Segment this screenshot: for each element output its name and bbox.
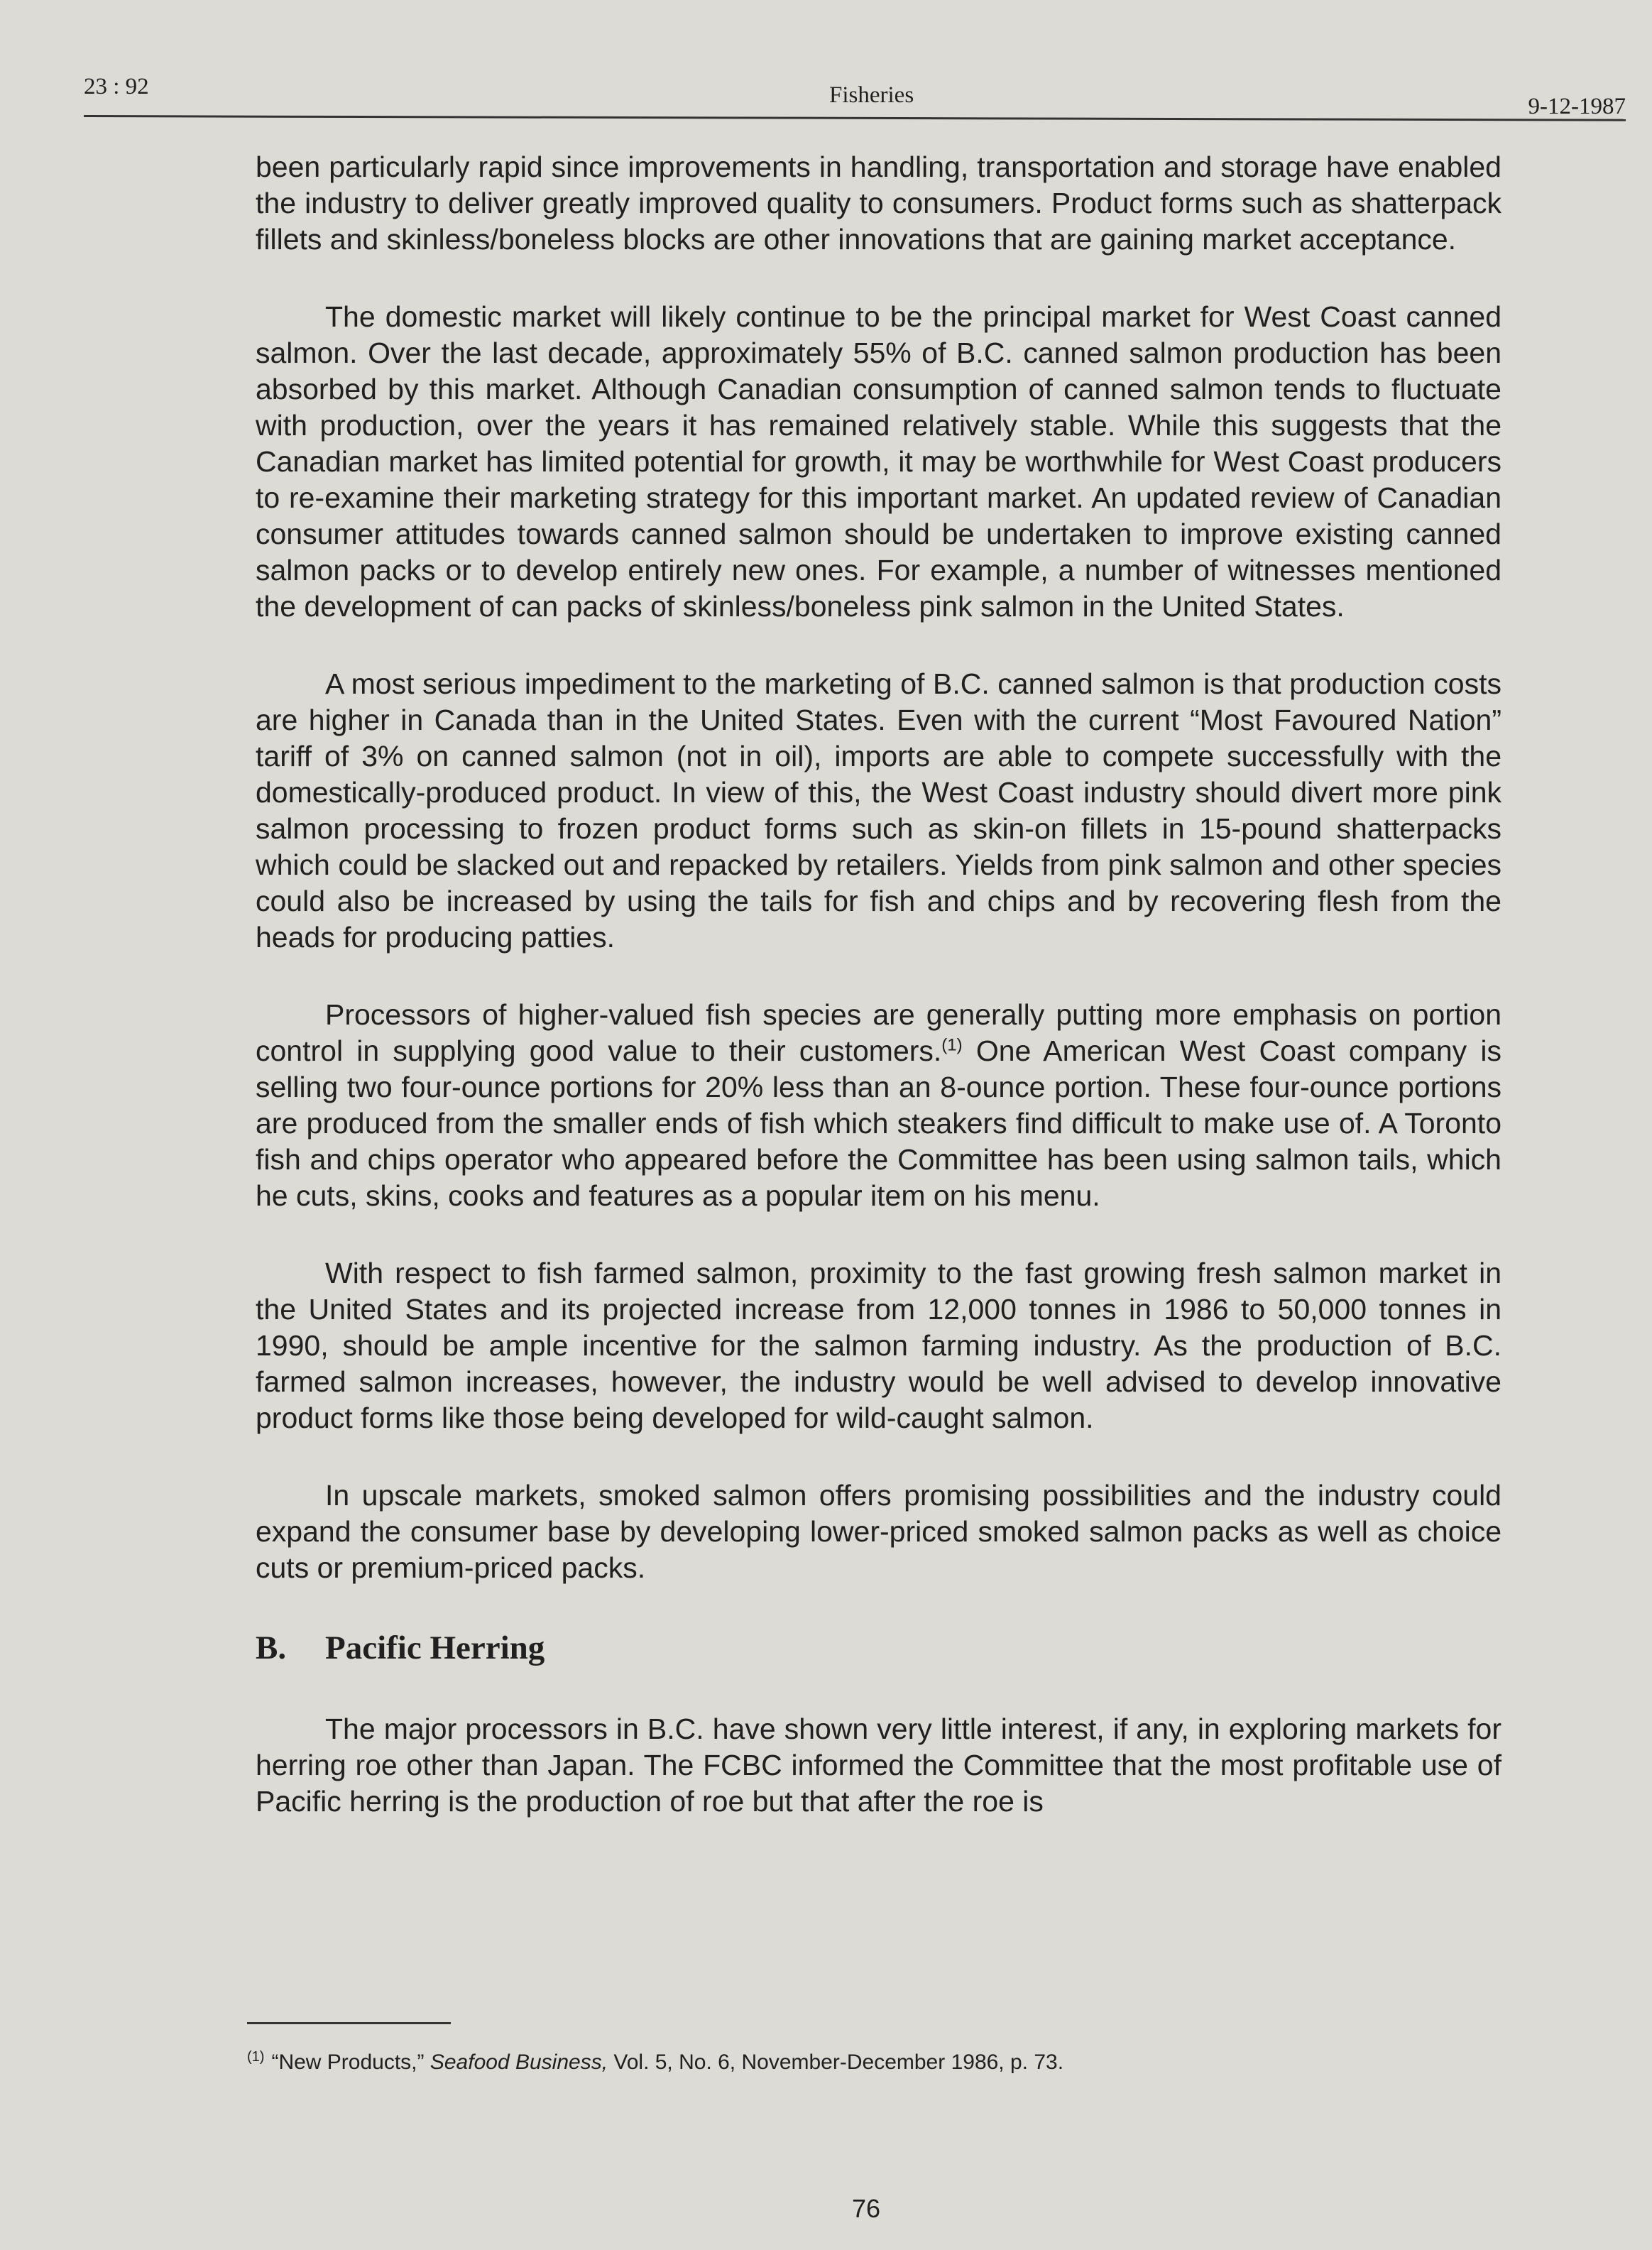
paragraph-1: been particularly rapid since improvements in handling, transportation and storage have enabled the industry to deliver greatly improved quality to consumers. Product forms such as shatterpack fillets and skinless/boneless blocks are other innovations that are gaining market acceptance.	[256, 151, 1501, 256]
paragraph-5: With respect to fish farmed salmon, proximity to the fast growing fresh salmon market in the United States and its projected increase from 12,000 tonnes in 1986 to 50,000 tonnes in 1990, should be ample incentive for the salmon farming industry. As the production of B.C. farmed salmon increases, however, the industry would be well advised to develop innovative product forms like those being developed for wild-caught salmon.	[256, 1257, 1501, 1434]
footnote-reference: (1)	[941, 1035, 963, 1055]
header-rule	[84, 115, 1626, 121]
paragraph-4-text-b: One American West Coast company is selling two four-ounce portions for 20% less than an 8-ounce portion. These four-ounce portions are produced from the smaller ends of fish which steakers find difficult to make use of. A Toronto fish and chips operator who appeared before the Committee has been using salmon tails, which he cuts, skins, cooks and features as a popular item on his menu.	[256, 1034, 1501, 1212]
section-title: Pacific Herring	[325, 1629, 545, 1666]
footnote-publication: Seafood Business,	[430, 2050, 608, 2074]
footnote-rule	[247, 2022, 451, 2024]
page-header	[84, 70, 1626, 133]
page-reference: 23 : 92	[84, 74, 149, 99]
header-date: 9-12-1987	[1528, 94, 1626, 119]
body-text	[256, 149, 1501, 1861]
paragraph-7: The major processors in B.C. have shown very little interest, if any, in exploring markets for herring roe other than Japan. The FCBC informed the Committee that the most profitable use of Pacific herring is the production of roe but that after the roe is	[256, 1713, 1501, 1818]
paragraph-3: A most serious impediment to the marketing of B.C. canned salmon is that production costs are higher in Canada than in the United States. Even with the current “Most Favoured Nation” tariff of 3% on canned salmon (not in oil), imports are able to compete successfully with the domestically-produced product. In view of this, the West Coast industry should divert more pink salmon processing to frozen product forms such as skin-on fillets in 15-pound shatterpacks which could be slacked out and repacked by retailers. Yields from pink salmon and other species could also be increased by using the tails for fish and chips and by recovering flesh from the heads for producing patties.	[256, 667, 1501, 954]
section-letter: B.	[256, 1629, 287, 1666]
paragraph-2: The domestic market will likely continue to be the principal market for West Coast canned salmon. Over the last decade, approximately 55% of B.C. canned salmon production has been absorbed by this market. Although Canadian consumption of canned salmon tends to fluctuate with production, over the years it has remained relatively stable. While this suggests that the Canadian market has limited potential for growth, it may be worthwhile for West Coast producers to re-examine their marketing strategy for this important market. An updated review of Canadian consumer attitudes towards canned salmon should be undertaken to improve existing canned salmon packs or to develop entirely new ones. For example, a number of witnesses mentioned the development of can packs of skinless/boneless pink salmon in the United States.	[256, 300, 1501, 623]
paragraph-6: In upscale markets, smoked salmon offers promising possibilities and the industry could expand the consumer base by developing lower-priced smoked salmon packs as well as choice cuts or premium-priced packs.	[256, 1479, 1501, 1584]
page-number: 76	[852, 2194, 881, 2223]
footnote-text-a: “New Products,”	[271, 2050, 425, 2074]
footnote-text-b: Vol. 5, No. 6, November-December 1986, p. 73.	[613, 2050, 1064, 2074]
paragraph-4	[256, 997, 1501, 1214]
paragraph-4-text-a: Processors of higher-valued fish species are generally putting more emphasis on portion control in supplying good value to their customers.	[256, 998, 1501, 1067]
running-title: Fisheries	[829, 82, 914, 108]
footnote-marker: (1)	[247, 2049, 265, 2065]
footnote	[247, 2049, 1063, 2075]
section-heading	[256, 1629, 1501, 1667]
